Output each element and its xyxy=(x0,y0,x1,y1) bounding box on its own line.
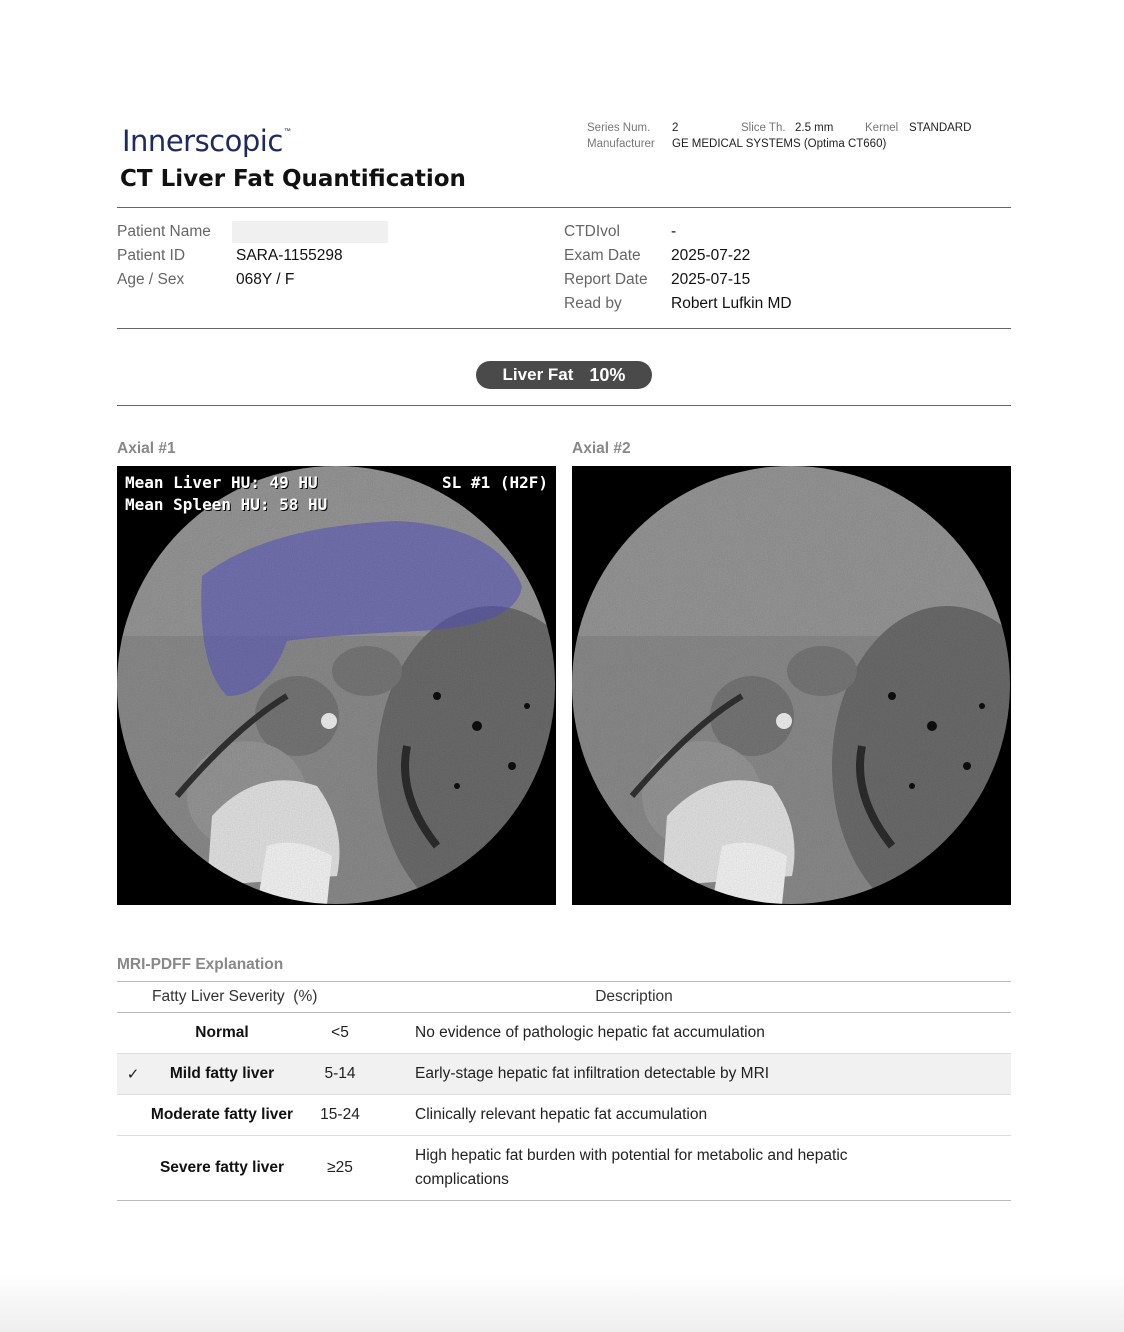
ct-axial-1-image xyxy=(117,466,556,905)
pct-header-label: (%) xyxy=(293,988,318,1005)
check-icon: ✓ xyxy=(126,1066,140,1083)
ct-scan-graphic xyxy=(117,466,556,905)
mean-spleen-hu: Mean Spleen HU: 58 HU xyxy=(125,495,328,514)
axial-1-label: Axial #1 xyxy=(117,440,176,457)
pct-cell: ≥25 xyxy=(327,1159,353,1176)
brand-logo xyxy=(122,124,291,158)
exam-date-value: 2025-07-22 xyxy=(671,247,751,264)
description-cell: Clinically relevant hepatic fat accumulation xyxy=(415,1106,708,1123)
brand-name: Innerscopic xyxy=(122,124,283,158)
patient-name-redacted xyxy=(232,221,388,243)
age-sex-label: Age / Sex xyxy=(117,271,185,288)
exam-date-label: Exam Date xyxy=(564,247,641,264)
slice-overlay: SL #1 (H2F) xyxy=(442,473,548,492)
axial-2-label: Axial #2 xyxy=(572,440,631,457)
slice-value: 2.5 mm xyxy=(795,122,834,134)
severity-header-label: Fatty Liver Severity xyxy=(152,988,285,1005)
patient-id-value: SARA-1155298 xyxy=(236,247,343,264)
hu-overlay xyxy=(125,472,327,516)
explanation-title: MRI-PDFF Explanation xyxy=(117,956,284,973)
ctdi-value: - xyxy=(671,223,677,240)
pct-cell: <5 xyxy=(331,1024,349,1041)
ctdi-label: CTDIvol xyxy=(564,223,620,240)
divider xyxy=(117,328,1011,329)
liver-fat-label: Liver Fat xyxy=(502,365,574,384)
patient-name-label: Patient Name xyxy=(117,223,211,240)
exam-info xyxy=(564,220,792,316)
age-sex-value: 068Y / F xyxy=(236,271,295,288)
severity-table xyxy=(117,981,1011,1201)
report-date-label: Report Date xyxy=(564,271,648,288)
report-title: CT Liver Fat Quantification xyxy=(120,166,466,192)
manufacturer-value: GE MEDICAL SYSTEMS (Optima CT660) xyxy=(672,138,887,150)
severity-cell: Moderate fatty liver xyxy=(150,1106,294,1123)
read-by-value: Robert Lufkin MD xyxy=(671,295,792,312)
severity-cell: Normal xyxy=(195,1024,249,1041)
slice-label: Slice Th. xyxy=(741,122,786,134)
ct-axial-2-image xyxy=(572,466,1011,905)
table-row xyxy=(117,1095,1011,1136)
ct-scan-graphic xyxy=(572,466,1011,905)
description-cell: High hepatic fat burden with potential for metabolic and hepatic complications xyxy=(415,1147,848,1188)
table-row xyxy=(117,1013,1011,1054)
severity-cell: Mild fatty liver xyxy=(169,1065,275,1082)
liver-fat-badge xyxy=(476,361,652,389)
table-header-row xyxy=(117,982,1011,1013)
read-by-label: Read by xyxy=(564,295,622,312)
description-header: Description xyxy=(595,988,673,1005)
series-value: 2 xyxy=(672,122,679,134)
patient-id-label: Patient ID xyxy=(117,247,186,264)
scan-meta xyxy=(587,120,971,152)
liver-fat-value: 10% xyxy=(589,364,626,385)
pct-cell: 5-14 xyxy=(324,1065,356,1082)
mean-liver-hu: Mean Liver HU: 49 HU xyxy=(125,473,318,492)
page-bottom-shadow xyxy=(0,1272,1124,1332)
severity-cell: Severe fatty liver xyxy=(159,1159,285,1176)
severity-header xyxy=(117,988,337,1006)
patient-info xyxy=(117,220,388,292)
table-row xyxy=(117,1136,1011,1201)
description-cell: Early-stage hepatic fat infiltration detectable by MRI xyxy=(415,1065,770,1082)
kernel-value: STANDARD xyxy=(909,122,972,134)
manufacturer-label: Manufacturer xyxy=(587,138,655,150)
series-label: Series Num. xyxy=(587,122,651,134)
brand-trademark: ™ xyxy=(283,128,291,135)
pct-cell: 15-24 xyxy=(320,1106,360,1123)
divider xyxy=(117,405,1011,406)
kernel-label: Kernel xyxy=(865,122,899,134)
description-cell: No evidence of pathologic hepatic fat accumulation xyxy=(415,1024,765,1041)
divider xyxy=(117,207,1011,208)
table-row-selected xyxy=(117,1054,1011,1095)
report-date-value: 2025-07-15 xyxy=(671,271,751,288)
